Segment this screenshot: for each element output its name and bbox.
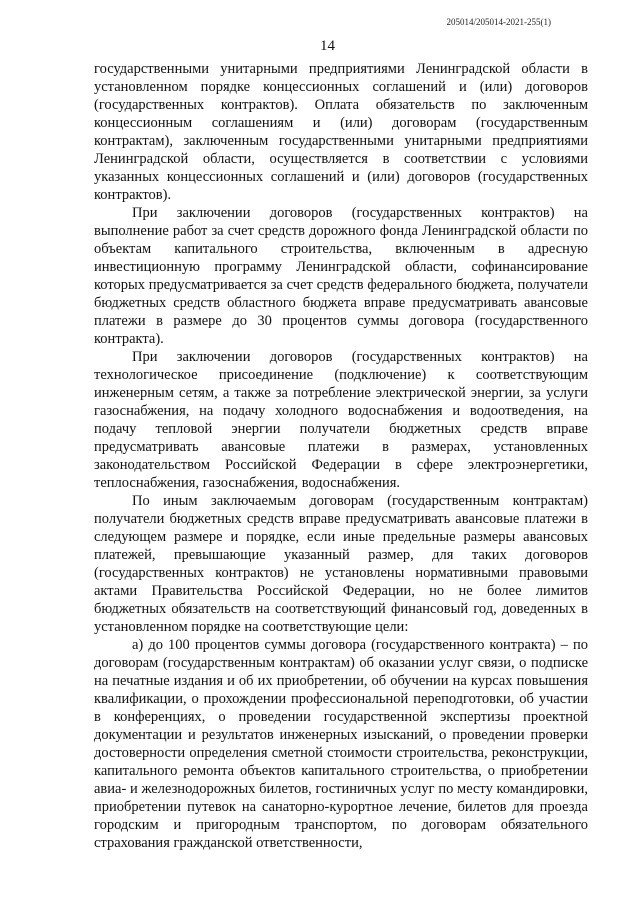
- paragraph: При заключении договоров (государственных контрактов) на выполнение работ за счет средств дорожного фонда Ленинградской области по объектам капитального строительства, включенным в адресную инвестиционную программу Ленинградской области, софинансирование которых предусматривается за счет средств федерального бюджета, получатели бюджетных средств областного бюджета вправе предусматривать авансовые платежи в размере до 30 процентов суммы договора (государственного контракта).: [94, 205, 588, 347]
- paragraph: При заключении договоров (государственных контрактов) на технологическое присоединение (подключение) к соответствующим инженерным сетям, а также за потребление электрической энергии, за услуги газоснабжения, на подачу холодного водоснабжения и водоотведения, на подачу тепловой энергии получатели бюджетных средств вправе предусматривать авансовые платежи в размерах, установленных законодательством Российской Федерации в сфере электроэнергетики, теплоснабжения, газоснабжения, водоснабжения.: [94, 349, 588, 491]
- paragraph: государственными унитарными предприятиями Ленинградской области в установленном порядке концессионных соглашений и (или) договоров (государственных контрактов). Оплата обязательств по заключенным концессионным соглашениям и (или) договорам (государственным контрактам), заключенным государственными унитарными предприятиями Ленинградской области, осуществляется в соответствии с условиями указанных концессионных соглашений и (или) договоров (государственных контрактов).: [94, 61, 588, 203]
- document-body: [94, 60, 588, 852]
- page-number: 14: [320, 38, 335, 54]
- paragraph: а) до 100 процентов суммы договора (государственного контракта) – по договорам (государственным контрактам) об оказании услуг связи, о подписке на печатные издания и об их приобретении, об обучении на курсах повышения квалификации, о прохождении профессиональной переподготовки, об участии в конференциях, о проведении государственной экспертизы проектной документации и результатов инженерных изысканий, о проведении проверки достоверности определения сметной стоимости строительства, реконструкции, капитального ремонта объектов капитального строительства, о приобретении авиа- и железнодорожных билетов, гостиничных услуг по месту командировки, приобретении путевок на санаторно-курортное лечение, билетов для проезда городским и пригородным транспортом, по договорам обязательного страхования гражданской ответственности,: [94, 637, 588, 851]
- paragraph: По иным заключаемым договорам (государственным контрактам) получатели бюджетных средств вправе предусматривать авансовые платежи в следующем размере и порядке, если иные предельные размеры авансовых платежей, превышающие указанный размер, для таких договоров (государственных контрактов) не установлены нормативными правовыми актами Правительства Российской Федерации, но не более лимитов бюджетных обязательств на соответствующий финансовый год, доведенных в установленном порядке на соответствующие цели:: [94, 493, 588, 635]
- document-code: 205014/205014-2021-255(1): [446, 17, 551, 27]
